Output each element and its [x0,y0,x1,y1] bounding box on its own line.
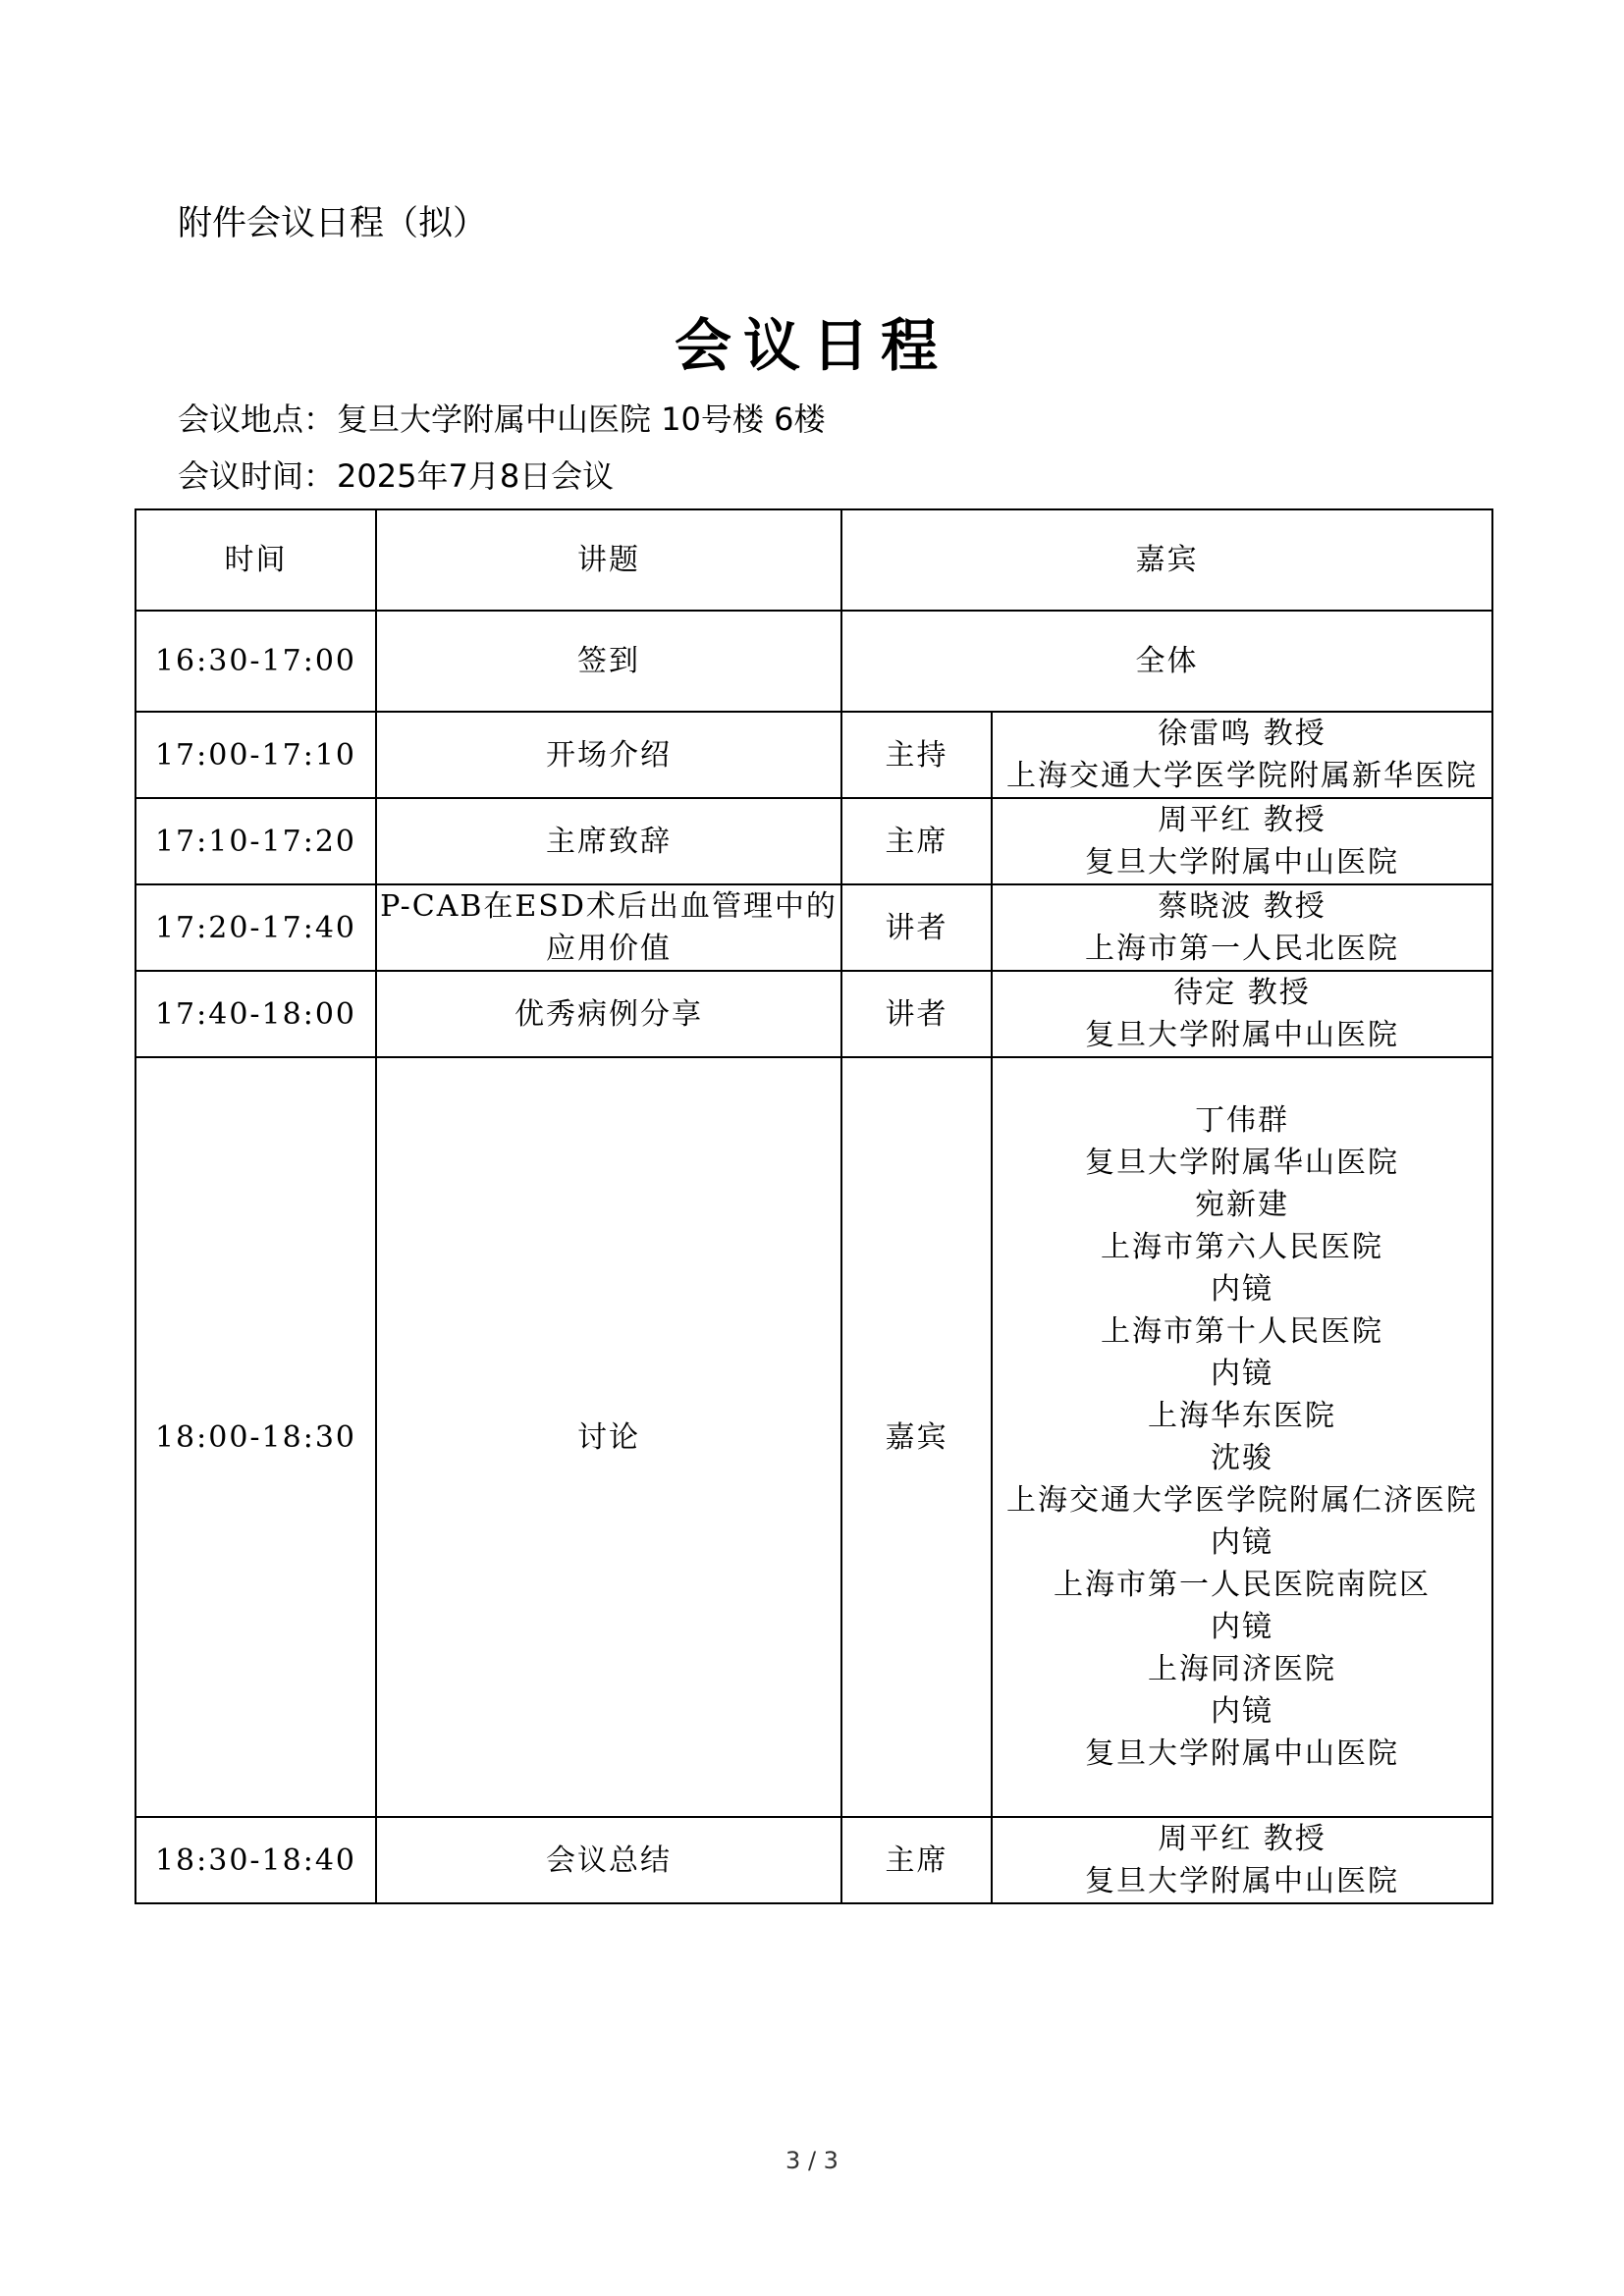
cell-topic: 会议总结 [376,1817,841,1903]
cell-time: 17:10-17:20 [135,798,376,884]
cell-role: 嘉宾 [841,1057,992,1817]
cell-topic: 优秀病例分享 [376,971,841,1057]
table-header-row [135,509,1492,611]
guest-line: 复旦大学附属中山医院 [1085,845,1399,880]
guest-line: 内镜 [1211,1357,1273,1391]
cell-time: 18:30-18:40 [135,1817,376,1903]
meeting-time [178,452,614,501]
guest-line: 周平红 教授 [1158,1822,1326,1856]
cell-topic: 主席致辞 [376,798,841,884]
cell-time: 16:30-17:00 [135,611,376,712]
table-row [135,1057,1492,1817]
guest-line: 复旦大学附属中山医院 [1085,1736,1399,1771]
time-value: 2025年7月8日会议 [337,457,615,495]
guest-line: 内镜 [1211,1272,1273,1307]
cell-role: 主席 [841,798,992,884]
guest-line: 徐雷鸣 教授 [1158,717,1326,751]
guest-line: 上海市第六人民医院 [1101,1230,1383,1264]
guest-line: 上海华东医院 [1148,1399,1336,1433]
table-row [135,884,1492,971]
cell-topic: 签到 [376,611,841,712]
cell-guests [992,712,1492,798]
guest-line: 复旦大学附属中山医院 [1085,1864,1399,1898]
cell-topic: P-CAB在ESD术后出血管理中的应用价值 [376,884,841,971]
guest-line: 宛新建 [1195,1188,1289,1222]
cell-guests [992,798,1492,884]
time-label: 会议时间： [178,457,336,495]
guest-line: 内镜 [1211,1610,1273,1644]
header-time: 时间 [135,509,376,611]
guest-line: 复旦大学附属中山医院 [1085,1018,1399,1052]
cell-role: 讲者 [841,971,992,1057]
guest-line: 上海同济医院 [1148,1652,1336,1686]
cell-role: 主席 [841,1817,992,1903]
venue-label: 会议地点： [178,400,336,438]
table-row [135,712,1492,798]
table-row [135,1817,1492,1903]
cell-guest: 全体 [841,611,1492,712]
attachment-heading: 附件会议日程（拟） [178,204,488,243]
meeting-venue [178,395,825,444]
cell-time: 17:40-18:00 [135,971,376,1057]
table-row [135,971,1492,1057]
cell-guests [992,884,1492,971]
cell-guests [992,1057,1492,1817]
guest-line: 丁伟群 [1195,1103,1289,1138]
cell-guests [992,971,1492,1057]
cell-topic: 开场介绍 [376,712,841,798]
venue-value: 复旦大学附属中山医院 10号楼 6楼 [337,400,826,438]
cell-role: 讲者 [841,884,992,971]
guest-line: 上海市第一人民医院南院区 [1054,1568,1431,1602]
guest-line: 内镜 [1211,1525,1273,1560]
guest-line: 沈骏 [1211,1441,1273,1475]
guest-line: 内镜 [1211,1694,1273,1729]
schedule-table [135,508,1493,1904]
page-number: 3 / 3 [785,2147,839,2174]
guest-line: 上海市第一人民北医院 [1085,932,1399,966]
cell-time: 18:00-18:30 [135,1057,376,1817]
guest-line: 待定 教授 [1173,976,1311,1010]
header-guest: 嘉宾 [841,509,1492,611]
table-row [135,611,1492,712]
cell-guests [992,1817,1492,1903]
guest-line: 复旦大学附属华山医院 [1085,1146,1399,1180]
cell-role: 主持 [841,712,992,798]
cell-time: 17:20-17:40 [135,884,376,971]
guest-line: 上海市第十人民医院 [1101,1314,1383,1349]
guest-line: 蔡晓波 教授 [1158,889,1326,924]
cell-topic: 讨论 [376,1057,841,1817]
guest-line: 上海交通大学医学院附属仁济医院 [1006,1483,1478,1518]
cell-time: 17:00-17:10 [135,712,376,798]
guest-line: 上海交通大学医学院附属新华医院 [1006,759,1478,793]
page-title: 会议日程 [674,312,949,379]
guest-line: 周平红 教授 [1158,803,1326,837]
table-row [135,798,1492,884]
header-topic: 讲题 [376,509,841,611]
